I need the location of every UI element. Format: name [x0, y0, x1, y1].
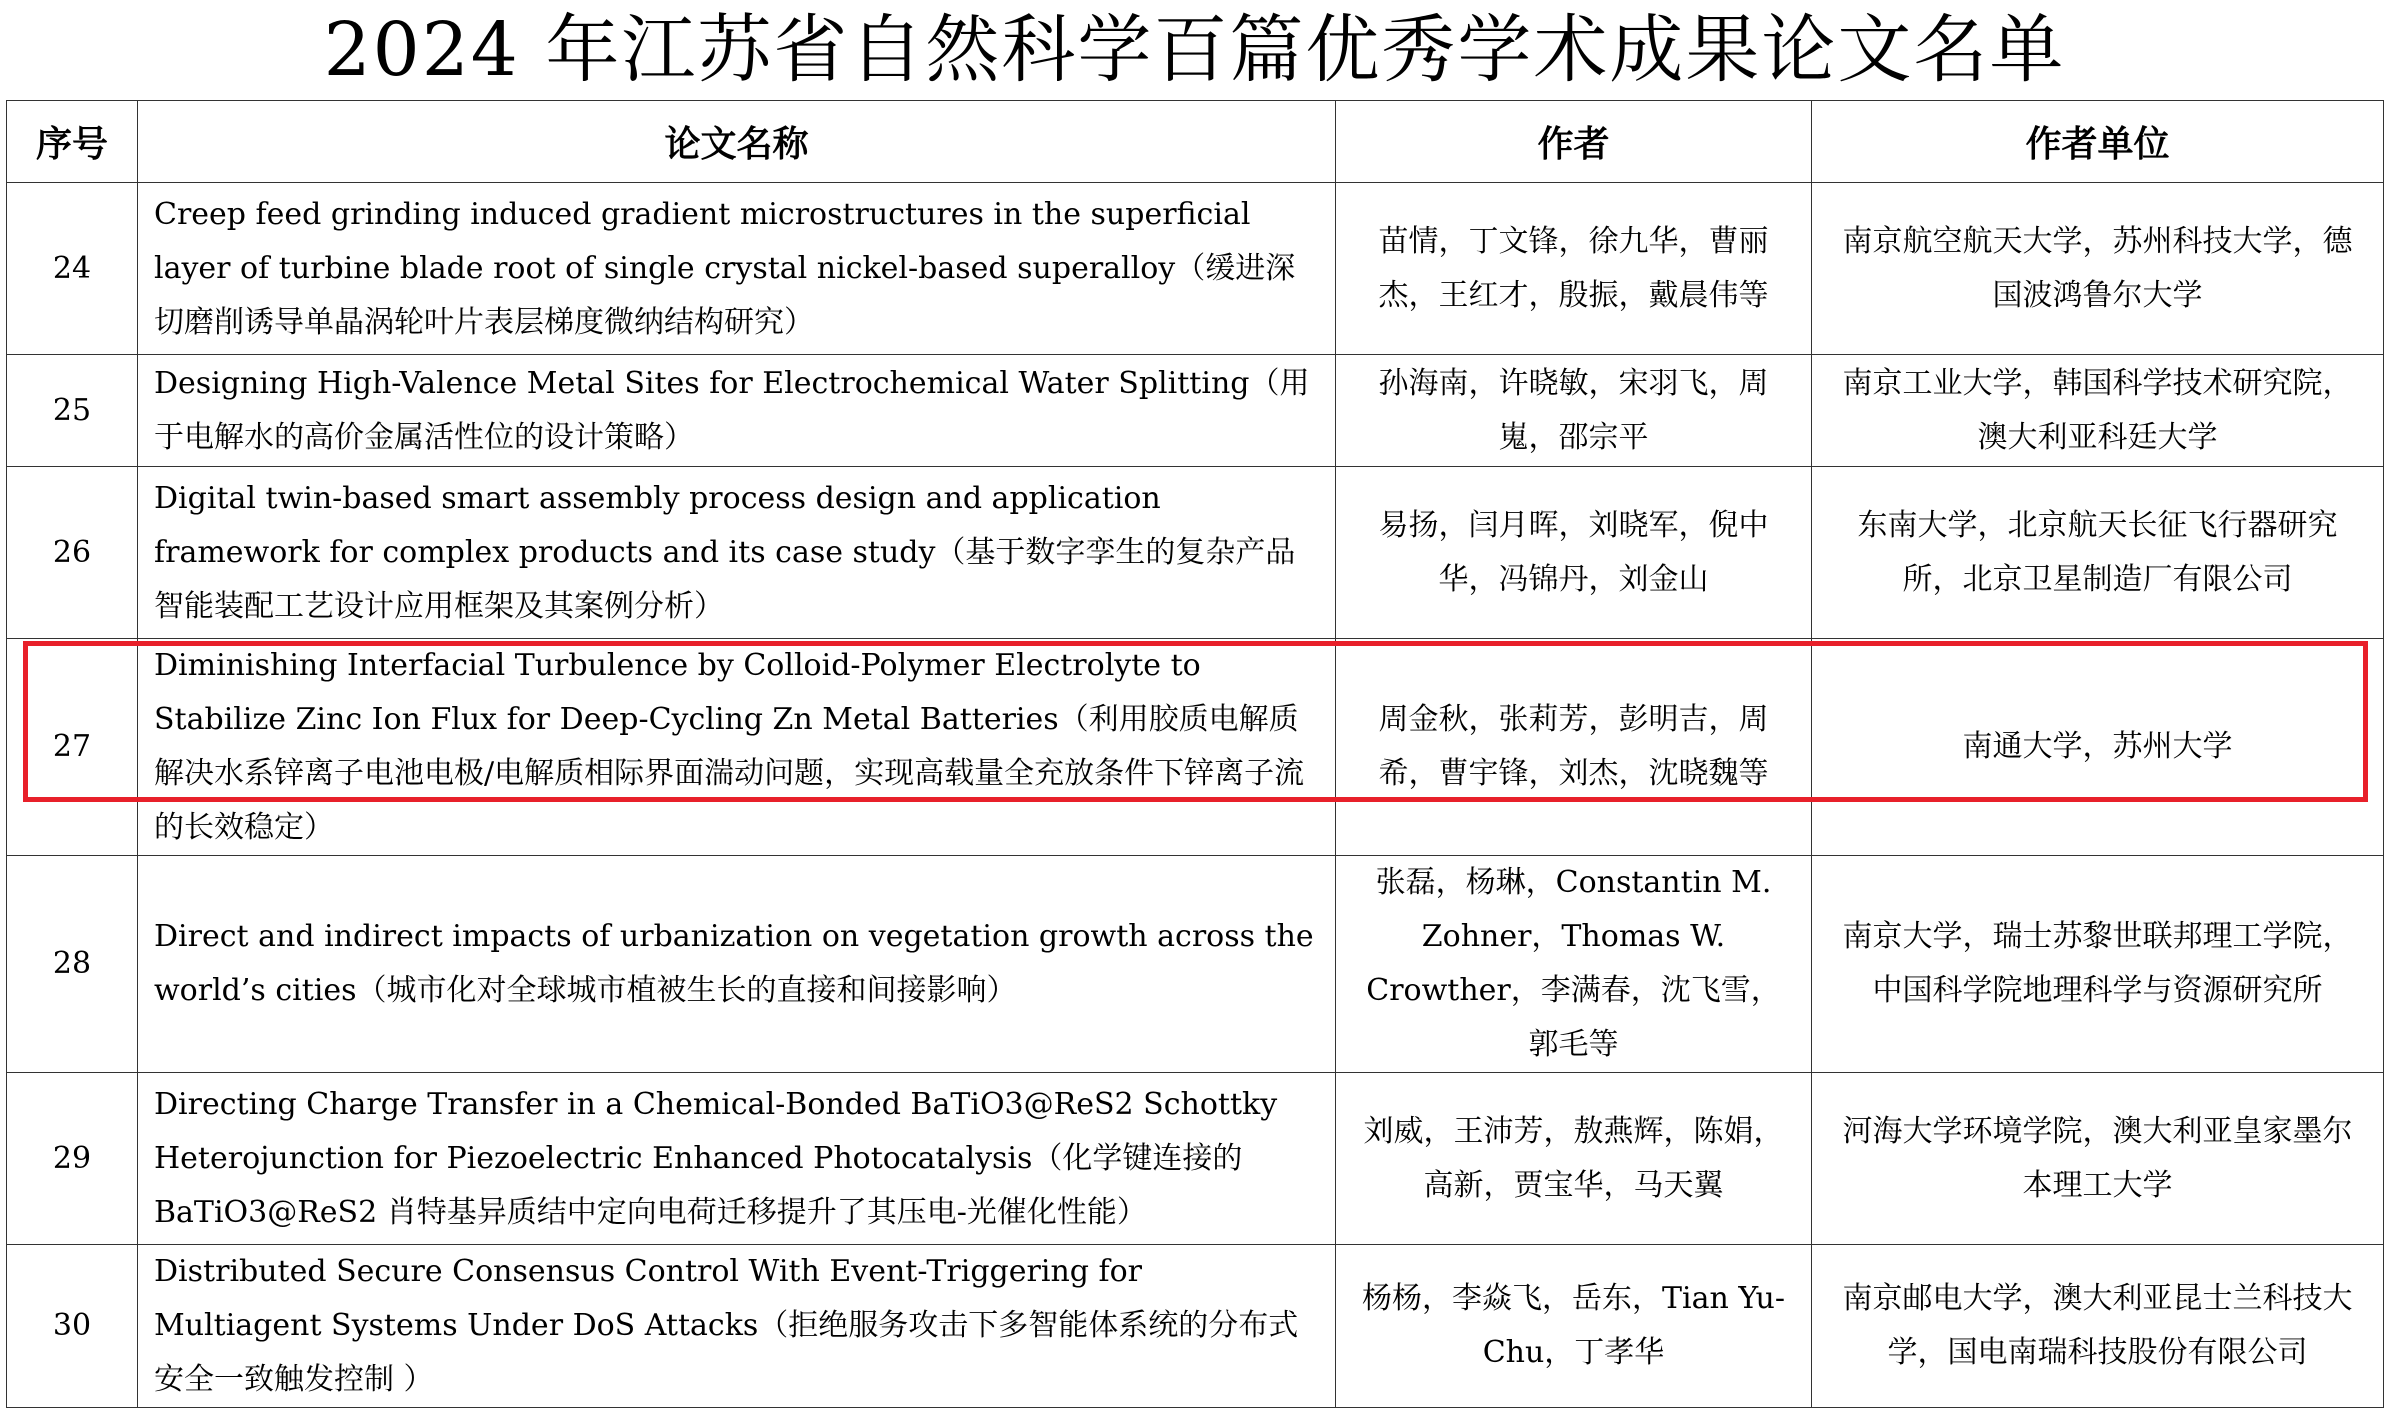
table-row [7, 856, 2384, 1073]
table-row [7, 467, 2384, 639]
affiliations: 东南大学，北京航天长征飞行器研究所，北京卫星制造厂有限公司 [1812, 467, 2384, 639]
table-header-row [7, 101, 2384, 183]
affiliations: 南京大学，瑞士苏黎世联邦理工学院，中国科学院地理科学与资源研究所 [1812, 856, 2384, 1073]
affiliations: 南京工业大学，韩国科学技术研究院，澳大利亚科廷大学 [1812, 355, 2384, 467]
affiliations: 南京航空航天大学，苏州科技大学，德国波鸿鲁尔大学 [1812, 183, 2384, 355]
table-row-highlighted [7, 639, 2384, 856]
row-number: 27 [7, 639, 138, 856]
paper-title: Directing Charge Transfer in a Chemical-Bonded BaTiO3@ReS2 Schottky Heterojunction for Piezoelectric Enhanced Photocatalysis（化学键连接的 BaTiO3@ReS2 肖特基异质结中定向电荷迁移提升了其压电-光催化性能） [138, 1073, 1336, 1245]
table-row [7, 355, 2384, 467]
authors: 杨杨，李焱飞，岳东，Tian Yu-Chu，丁孝华 [1336, 1245, 1812, 1408]
page-title: 2024 年江苏省自然科学百篇优秀学术成果论文名单 [323, 7, 2066, 93]
table-row [7, 1245, 2384, 1408]
paper-title: Designing High-Valence Metal Sites for Electrochemical Water Splitting（用于电解水的高价金属活性位的设计策略） [138, 355, 1336, 467]
paper-title: Direct and indirect impacts of urbanization on vegetation growth across the world’s cities（城市化对全球城市植被生长的直接和间接影响） [138, 856, 1336, 1073]
paper-title: Creep feed grinding induced gradient microstructures in the superficial layer of turbine blade root of single crystal nickel-based superalloy（缓进深切磨削诱导单晶涡轮叶片表层梯度微纳结构研究） [138, 183, 1336, 355]
affiliations: 南通大学，苏州大学 [1812, 639, 2384, 856]
authors: 易扬，闫月晖，刘晓军，倪中华，冯锦丹，刘金山 [1336, 467, 1812, 639]
header-number: 序号 [7, 101, 138, 183]
table-row [7, 183, 2384, 355]
paper-title: Distributed Secure Consensus Control With Event-Triggering for Multiagent Systems Under DoS Attacks（拒绝服务攻击下多智能体系统的分布式安全一致触发控制 ） [138, 1245, 1336, 1408]
paper-title: Diminishing Interfacial Turbulence by Colloid-Polymer Electrolyte to Stabilize Zinc Ion Flux for Deep-Cycling Zn Metal Batteries（利用胶质电解质解决水系锌离子电池电极/电解质相际界面湍动问题，实现高载量全充放条件下锌离子流的长效稳定） [138, 639, 1336, 856]
authors: 张磊，杨琳，Constantin M. Zohner，Thomas W. Crowther，李满春，沈飞雪，郭毛等 [1336, 856, 1812, 1073]
authors: 刘威，王沛芳，敖燕辉，陈娟，高新，贾宝华，马天翼 [1336, 1073, 1812, 1245]
row-number: 29 [7, 1073, 138, 1245]
authors: 苗情，丁文锋，徐九华，曹丽杰，王红才，殷振，戴晨伟等 [1336, 183, 1812, 355]
header-affiliations: 作者单位 [1812, 101, 2384, 183]
row-number: 26 [7, 467, 138, 639]
row-number: 28 [7, 856, 138, 1073]
affiliations: 南京邮电大学，澳大利亚昆士兰科技大学，国电南瑞科技股份有限公司 [1812, 1245, 2384, 1408]
affiliations: 河海大学环境学院，澳大利亚皇家墨尔本理工大学 [1812, 1073, 2384, 1245]
paper-list-table [6, 100, 2384, 1408]
row-number: 30 [7, 1245, 138, 1408]
row-number: 25 [7, 355, 138, 467]
header-authors: 作者 [1336, 101, 1812, 183]
table-row [7, 1073, 2384, 1245]
authors: 孙海南，许晓敏，宋羽飞，周嵬，邵宗平 [1336, 355, 1812, 467]
authors: 周金秋，张莉芳，彭明吉，周希，曹宇锋，刘杰，沈晓魏等 [1336, 639, 1812, 856]
paper-title: Digital twin-based smart assembly process design and application framework for complex products and its case study（基于数字孪生的复杂产品智能装配工艺设计应用框架及其案例分析） [138, 467, 1336, 639]
header-paper-title: 论文名称 [138, 101, 1336, 183]
row-number: 24 [7, 183, 138, 355]
